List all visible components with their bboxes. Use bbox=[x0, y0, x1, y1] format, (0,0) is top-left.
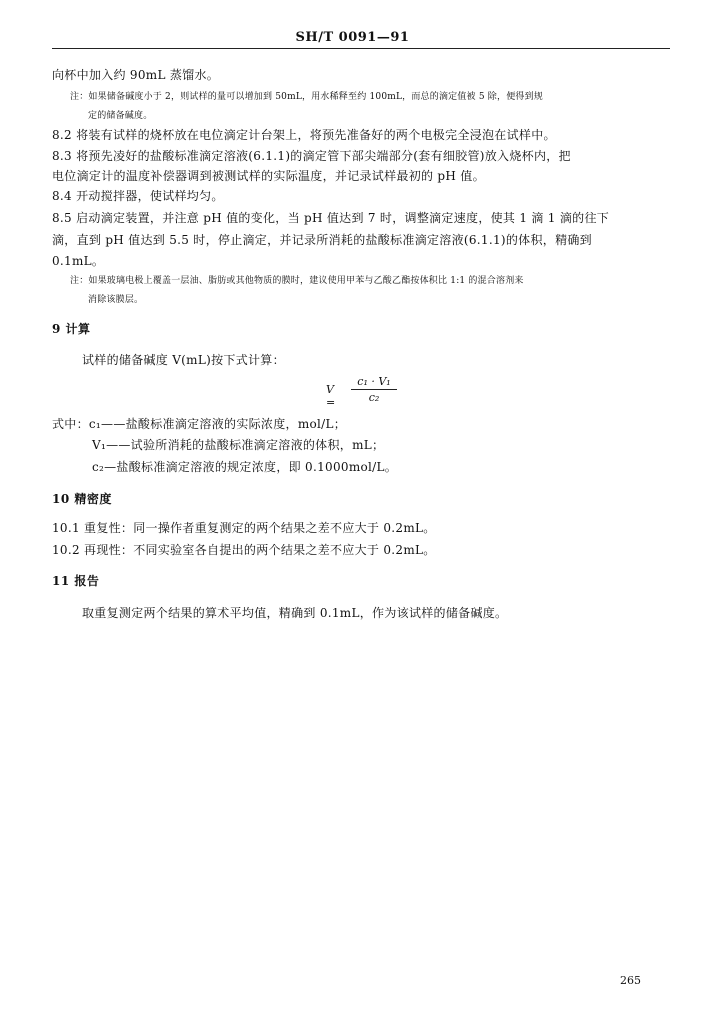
fraction-bar bbox=[351, 389, 397, 390]
note-line: 注：如果玻璃电极上覆盖一层油、脂肪或其他物质的膜时，建议使用甲苯与乙酸乙酯按体积比 1:1 的混合溶剂来 bbox=[70, 276, 524, 286]
text-line: 向杯中加入约 90mL 蒸馏水。 bbox=[52, 68, 220, 82]
section-10-2: 10.2 再现性：不同实验室各自提出的两个结果之差不应大于 0.2mL。 bbox=[52, 543, 436, 557]
header-rule bbox=[52, 48, 670, 49]
section-heading-9: 9 计算 bbox=[52, 322, 91, 336]
section-10-1: 10.1 重复性：同一操作者重复测定的两个结果之差不应大于 0.2mL。 bbox=[52, 521, 436, 535]
section-8-4: 8.4 开动搅拌器，使试样均匀。 bbox=[52, 189, 224, 203]
section-8-2: 8.2 将装有试样的烧杯放在电位滴定计台架上，将预先准备好的两个电极完全浸泡在试样中。 bbox=[52, 128, 556, 142]
variable-definition: V₁——试验所消耗的盐酸标准滴定溶液的体积，mL； bbox=[92, 438, 385, 452]
report-text: 取重复测定两个结果的算术平均值，精确到 0.1mL，作为该试样的储备碱度。 bbox=[82, 606, 508, 620]
section-heading-11: 11 报告 bbox=[52, 574, 100, 588]
calc-intro: 试样的储备碱度 V(mL)按下式计算： bbox=[82, 353, 285, 367]
section-8-3-cont: 电位滴定计的温度补偿器调到被测试样的实际温度，并记录试样最初的 pH 值。 bbox=[52, 169, 485, 183]
section-heading-10: 10 精密度 bbox=[52, 492, 112, 506]
formula-numerator: c₁ · V₁ bbox=[357, 375, 391, 388]
section-8-3: 8.3 将预先凌好的盐酸标准滴定溶液(6.1.1)的滴定管下部尖端部分(套有细胶管)放入烧杯内，把 bbox=[52, 149, 571, 163]
section-8-5-cont: 0.1mL。 bbox=[52, 254, 105, 268]
variable-definition: 式中：c₁——盐酸标准滴定溶液的实际浓度，mol/L； bbox=[52, 417, 347, 431]
note-line: 定的储备碱度。 bbox=[88, 111, 153, 121]
page-header-standard-number: SH/T 0091—91 bbox=[295, 30, 410, 45]
page-number: 265 bbox=[620, 974, 641, 987]
variable-definition: c₂—盐酸标准滴定溶液的规定浓度，即 0.1000mol/L。 bbox=[92, 460, 398, 474]
section-8-5: 8.5 启动滴定装置，并注意 pH 值的变化，当 pH 值达到 7 时，调整滴定速度，使其 1 滴 1 滴的往下 bbox=[52, 211, 610, 225]
formula-denominator: c₂ bbox=[368, 391, 380, 404]
formula-lhs: V = bbox=[326, 383, 336, 409]
note-line: 注：如果储备碱度小于 2，则试样的量可以增加到 50mL，用水稀释至约 100mL，而总的滴定值被 5 除，便得到规 bbox=[70, 92, 544, 102]
section-8-5-cont: 滴，直到 pH 值达到 5.5 时，停止滴定，并记录所消耗的盐酸标准滴定溶液(6.1.1)的体积，精确到 bbox=[52, 233, 592, 247]
note-line: 消除该膜层。 bbox=[88, 295, 144, 305]
